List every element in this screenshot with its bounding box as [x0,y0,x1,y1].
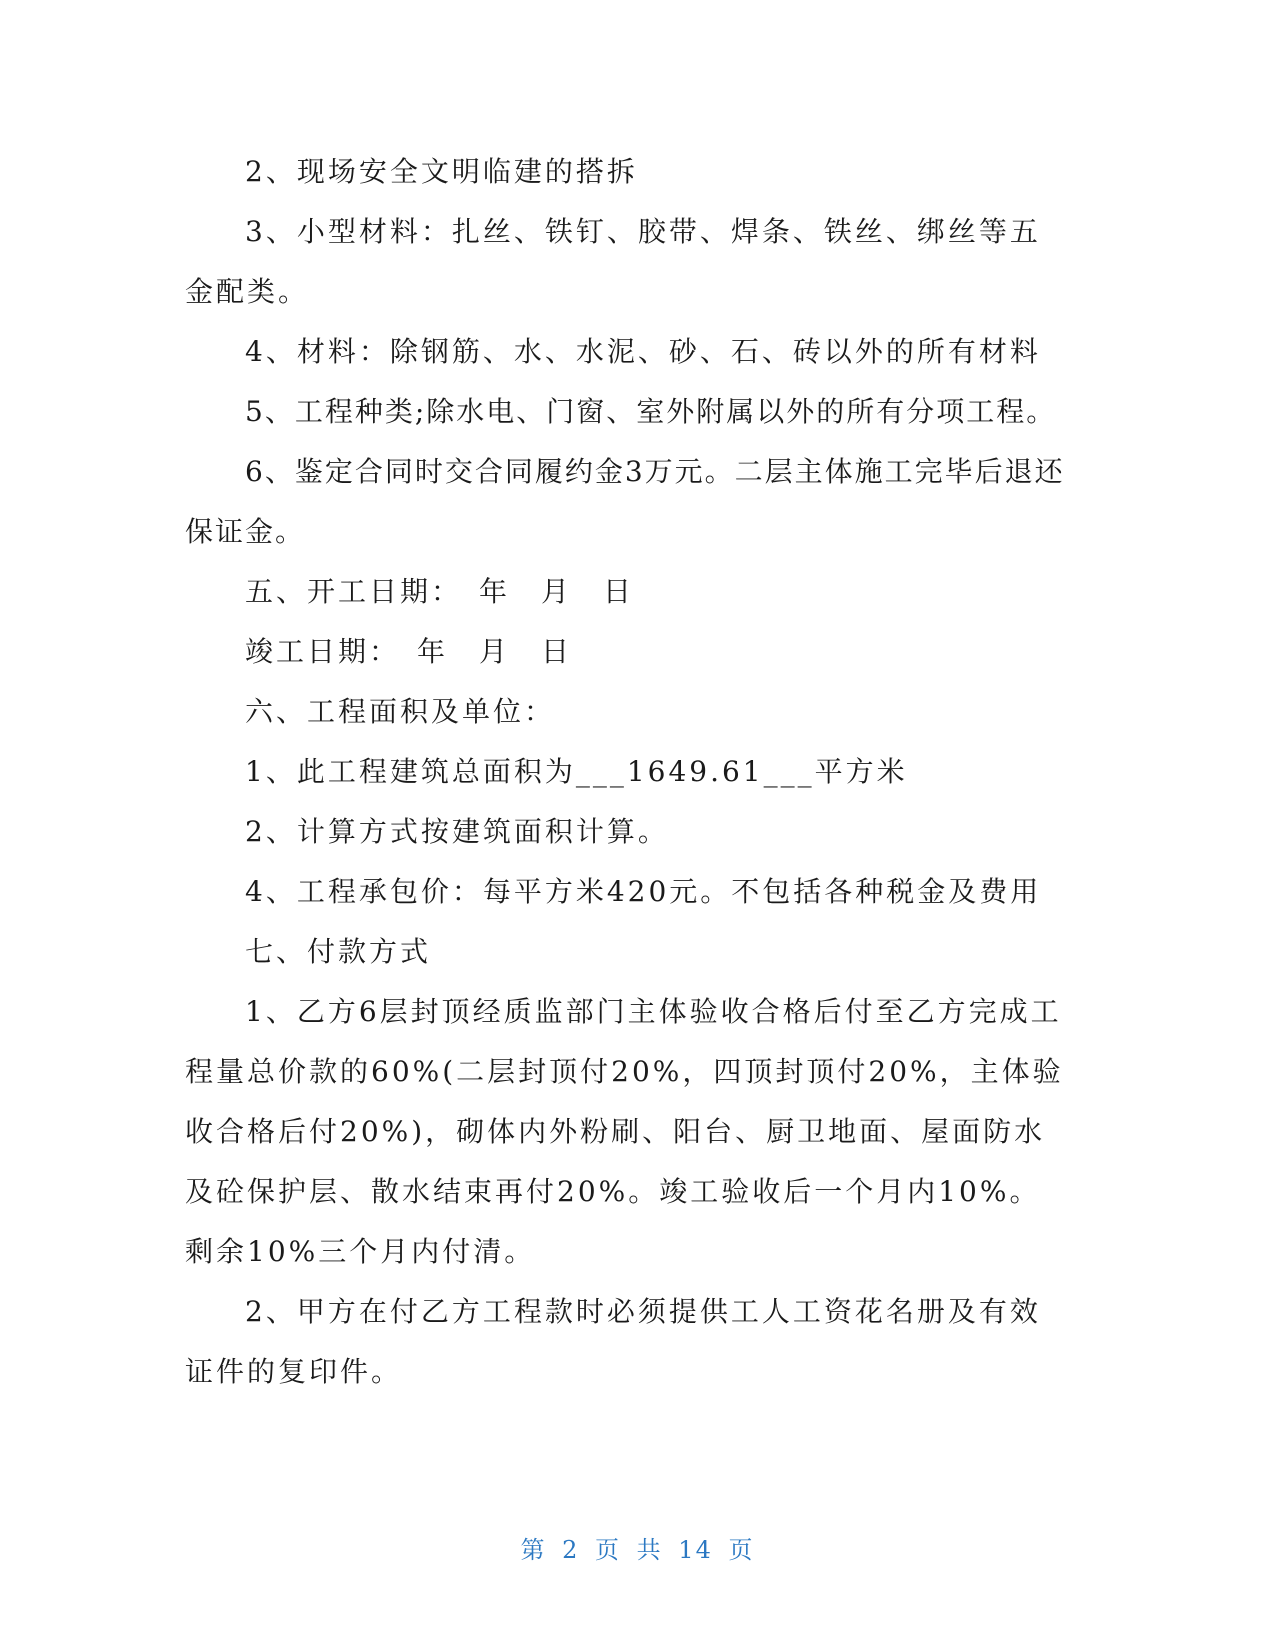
paragraph-total-area: 1、此工程建筑总面积为___1649.61___平方米 [245,755,908,788]
paragraph-work-types: 5、工程种类;除水电、门窗、室外附属以外的所有分项工程。 [245,395,1057,428]
page-number-footer: 第 2 页 共 14 页 [520,1536,755,1564]
section-heading-payment: 七、付款方式 [245,935,432,968]
section-heading-area-unit: 六、工程面积及单位： [245,695,556,728]
paragraph-payment-schedule: 1、乙方6层封顶经质监部门主体验收合格后付至乙方完成工程量总价款的60%(二层封顶付20%，四顶封顶付20%，主体验收合格后付20%)，砌体内外粉刷、阳台、厨卫地面、屋面防水及砼保护层、散水结束再付20%。竣工验收后一个月内10%。剩余10%三个月内付清。 [185,995,1064,1268]
paragraph-performance-bond: 6、鉴定合同时交合同履约金3万元。二层主体施工完毕后退还保证金。 [185,455,1065,548]
paragraph-start-date: 五、开工日期： 年 月 日 [245,575,635,608]
paragraph-small-materials: 3、小型材料：扎丝、铁钉、胶带、焊条、铁丝、绑丝等五金配类。 [185,215,1041,308]
paragraph-site-temporary-works: 2、现场安全文明临建的搭拆 [245,155,638,188]
paragraph-payroll-requirement: 2、甲方在付乙方工程款时必须提供工人工资花名册及有效证件的复印件。 [185,1295,1041,1388]
paragraph-contract-price: 4、工程承包价：每平方米420元。不包括各种税金及费用 [245,875,1042,908]
document-body [185,142,1065,1402]
paragraph-calculation-method: 2、计算方式按建筑面积计算。 [245,815,669,848]
paragraph-completion-date: 竣工日期： 年 月 日 [245,635,573,668]
paragraph-materials: 4、材料：除钢筋、水、水泥、砂、石、砖以外的所有材料 [245,335,1041,368]
